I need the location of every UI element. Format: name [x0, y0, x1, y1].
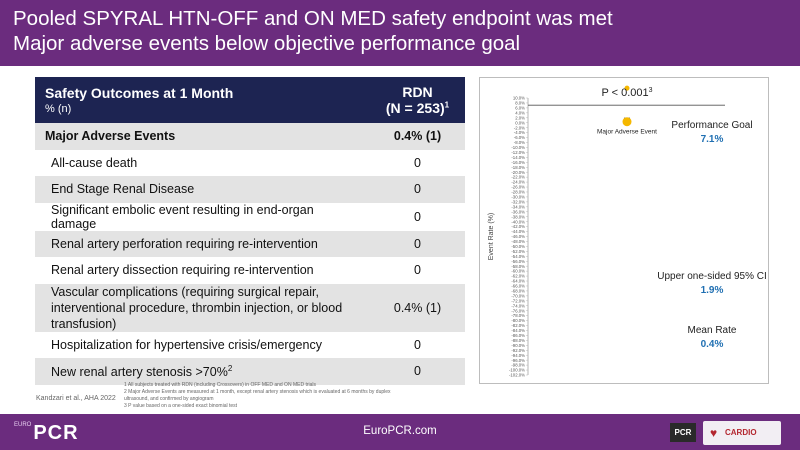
y-tick-label: 4.0% [515, 110, 525, 116]
y-tick-label: -10.0% [511, 145, 525, 151]
outcome-value: 0 [370, 176, 465, 203]
annotation-value: 0.4% [700, 339, 724, 350]
p-value-footnote-ref: 3 [648, 87, 653, 94]
table-row [35, 203, 465, 231]
outcome-value: 0.4% (1) [370, 123, 465, 150]
pcr-logo: PCR [670, 423, 696, 442]
y-tick-label: -38.0% [511, 214, 525, 220]
y-tick-label: -64.0% [511, 278, 525, 284]
y-tick-label: -26.0% [511, 184, 525, 190]
y-tick-label: -22.0% [511, 174, 525, 180]
footnote: ultrasound, and confirmed by angiogram [124, 396, 214, 402]
table-row [35, 231, 465, 258]
y-tick-label: -94.0% [511, 352, 525, 358]
y-tick-label: -78.0% [511, 313, 525, 319]
y-tick-label: -74.0% [511, 303, 525, 309]
header-title-line-1: Pooled SPYRAL HTN-OFF and ON MED safety endpoint was met [13, 7, 613, 30]
p-value-label [601, 87, 652, 99]
y-tick-label: -56.0% [511, 258, 525, 264]
y-tick-label: -60.0% [511, 268, 525, 274]
footnote-ref: 2 [227, 363, 233, 373]
table-row [35, 358, 465, 385]
y-tick-label: -44.0% [511, 229, 525, 235]
table-row [35, 332, 465, 359]
y-tick-label: -16.0% [511, 159, 525, 165]
table-row [35, 284, 465, 332]
y-tick-label: -84.0% [511, 328, 525, 334]
outcome-label: New renal artery stenosis >70%$^2$ [35, 358, 370, 385]
table-subtitle: % (n) [45, 103, 72, 115]
x-category-label: Major Adverse Event [597, 128, 657, 136]
outcome-label: Renal artery dissection requiring re-intervention [51, 263, 314, 278]
y-tick-label: -2.0% [513, 125, 525, 131]
outcome-value: 0 [414, 263, 421, 278]
mean-rate-point [623, 117, 632, 126]
outcome-label: Renal artery perforation requiring re-intervention [35, 231, 370, 258]
outcome-value: 0 [370, 358, 465, 385]
y-tick-label: -76.0% [511, 308, 525, 314]
y-tick-label: -24.0% [511, 179, 525, 185]
footnote: 1 All subjects treated with RDN (including Crossovers) in OFF MED and ON MED trials [124, 382, 317, 388]
outcome-label: Hospitalization for hypertensive crisis/emergency [51, 337, 322, 352]
y-tick-label: -34.0% [511, 204, 525, 210]
y-tick-label: -80.0% [511, 318, 525, 324]
y-tick-label: -92.0% [511, 347, 525, 353]
footnote: 3 P value based on a one-sided exact binomial test [124, 403, 238, 409]
europcr-logo: $^{EURO}$ PCR [14, 422, 79, 444]
rdn-footnote-ref: 1 [444, 100, 450, 110]
y-tick-label: -90.0% [511, 342, 525, 348]
y-tick-label: -50.0% [511, 243, 525, 249]
outcome-label: Vascular complications (requiring surgical repair, interventional procedure, thrombin injection, or blood transfusion) [35, 284, 370, 332]
y-tick-label: -18.0% [511, 164, 525, 170]
y-tick-label: 6.0% [515, 105, 525, 111]
annotation-value: 1.9% [700, 285, 724, 296]
table-row [35, 123, 465, 150]
table-title: Safety Outcomes at 1 Month [45, 85, 234, 101]
slide-footer [0, 414, 800, 450]
y-tick-label: -8.0% [513, 140, 525, 146]
slide-header [0, 0, 800, 66]
cardio-logo: ♥ CARDIO [703, 421, 781, 445]
y-tick-label: -66.0% [511, 283, 525, 289]
table-header-outcomes [35, 77, 370, 123]
y-tick-label: -42.0% [511, 224, 525, 230]
y-tick-label: -62.0% [511, 273, 525, 279]
y-tick-label: -40.0% [511, 219, 525, 225]
y-tick-label: -68.0% [511, 288, 525, 294]
outcome-value: 0 [414, 209, 421, 224]
y-tick-label: -4.0% [513, 130, 525, 136]
safety-chart-svg [480, 78, 770, 385]
y-tick-label: -36.0% [511, 209, 525, 215]
safety-outcomes-table [35, 77, 465, 385]
y-tick-label: 8.0% [515, 100, 525, 106]
footnotes [124, 382, 424, 410]
y-tick-label: -32.0% [511, 199, 525, 205]
outcome-value: 0.4% (1) [370, 284, 465, 332]
table-row [35, 150, 465, 177]
y-tick-label: -102.0% [508, 372, 525, 378]
y-tick-label: -88.0% [511, 337, 525, 343]
y-tick-label: -20.0% [511, 169, 525, 175]
outcome-value: 0 [414, 337, 421, 352]
y-tick-label: -6.0% [513, 135, 525, 141]
footnote: 2 Major Adverse Events are measured at 1 month, except renal artery stenosis which is evaluated at 6 months by duplex [124, 389, 391, 395]
y-tick-label: -12.0% [511, 150, 525, 156]
y-tick-label: -46.0% [511, 234, 525, 240]
y-tick-label: -28.0% [511, 189, 525, 195]
y-tick-label: -86.0% [511, 333, 525, 339]
outcome-value: 0 [414, 155, 421, 170]
y-tick-label: 2.0% [515, 115, 525, 121]
y-tick-label: 10.0% [512, 95, 525, 101]
y-tick-label: -72.0% [511, 298, 525, 304]
y-tick-label: -82.0% [511, 323, 525, 329]
y-tick-label: -96.0% [511, 357, 525, 363]
outcome-label: Major Adverse Events [35, 123, 370, 150]
citation: Kandzari et al., AHA 2022 [36, 395, 116, 402]
table-row [35, 257, 465, 284]
y-tick-label: -54.0% [511, 253, 525, 259]
outcome-label: Significant embolic event resulting in end-organ damage [51, 202, 314, 231]
annotation-value: 7.1% [700, 134, 724, 145]
y-tick-label: -70.0% [511, 293, 525, 299]
outcome-label: End Stage Renal Disease [35, 176, 370, 203]
y-tick-label: 0.0% [515, 120, 525, 126]
outcome-value: 0 [370, 231, 465, 258]
y-tick-label: -52.0% [511, 248, 525, 254]
table-row [35, 176, 465, 203]
heart-icon: ♥ [710, 426, 718, 440]
y-tick-label: -30.0% [511, 194, 525, 200]
annotation-label: Performance Goal [671, 120, 753, 131]
safety-chart [479, 77, 769, 384]
rdn-n-label: (N = 253) [385, 100, 445, 116]
p-value-text: P < 0.001 [601, 87, 649, 99]
y-tick-label: -100.0% [508, 367, 525, 373]
y-tick-label: -48.0% [511, 239, 525, 245]
y-tick-label: -98.0% [511, 362, 525, 368]
header-title-line-2: Major adverse events below objective performance goal [13, 32, 521, 55]
outcome-label: All-cause death [51, 155, 138, 170]
y-tick-label: -14.0% [511, 154, 525, 160]
europcr-link[interactable]: EuroPCR.com [363, 425, 437, 437]
annotation-label: Upper one-sided 95% CI [657, 271, 767, 282]
rdn-label: RDN [402, 84, 433, 100]
annotation-label: Mean Rate [687, 325, 737, 336]
y-tick-label: -58.0% [511, 263, 525, 269]
table-header-row [35, 77, 465, 123]
table-header-rdn [370, 77, 465, 123]
y-axis-label: Event Rate (%) [488, 212, 495, 261]
